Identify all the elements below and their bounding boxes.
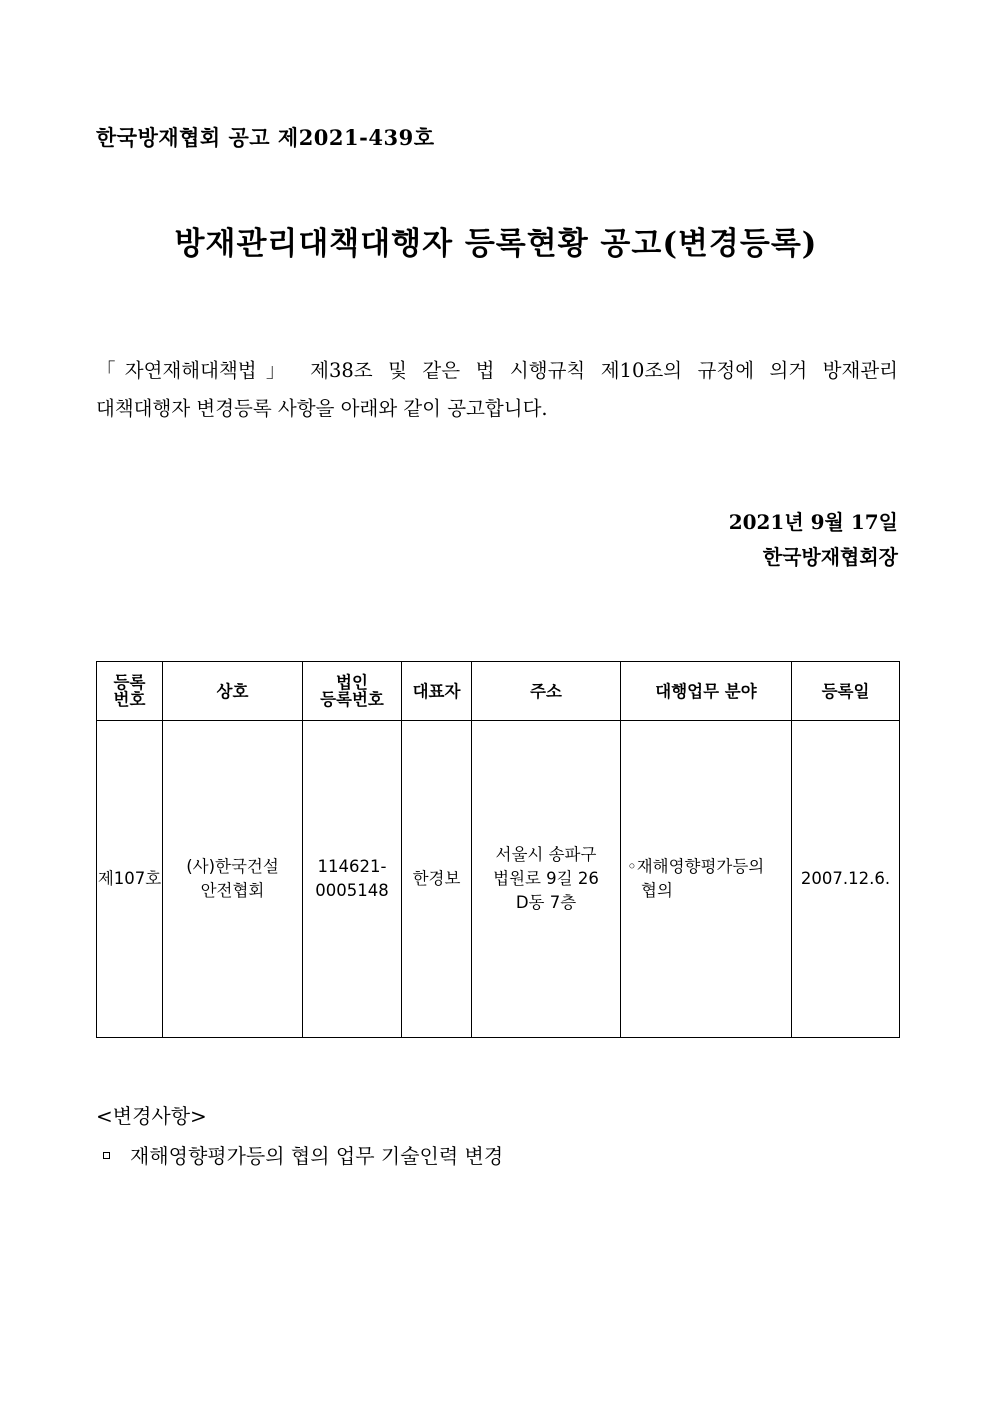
issuer-name: 한국방재협회장	[762, 545, 898, 569]
cell-corp-no-line-1: 114621-	[317, 857, 387, 876]
header-field: 대행업무 분야	[621, 662, 792, 721]
notice-body-line-1: 「자연재해대책법」 제38조 및 같은 법 시행규칙 제10조의 규정에 의거 방재관리	[96, 359, 898, 382]
document-title: 방재관리대책대행자 등록현황 공고(변경등록)	[174, 226, 818, 262]
header-corp-no-line-1: 법인	[336, 673, 368, 692]
header-corp-no-line-2: 등록번호	[320, 690, 384, 709]
header-corp-no	[303, 662, 402, 721]
notice-body-line-2: 대책대행자 변경등록 사항을 아래와 같이 공고합니다.	[96, 397, 548, 420]
header-reg-no-line-2: 번호	[113, 690, 146, 709]
cell-reg-no: 제107호	[97, 721, 163, 1038]
cell-company-line-2: 안전협회	[200, 881, 265, 900]
registration-table	[96, 661, 900, 1038]
changes-list-item	[96, 1140, 503, 1169]
cell-address	[472, 721, 621, 1038]
cell-representative: 한경보	[402, 721, 472, 1038]
table-header-row	[97, 662, 900, 721]
cell-corp-no-line-2: 0005148	[315, 881, 389, 900]
header-representative: 대표자	[402, 662, 472, 721]
table-row	[97, 721, 900, 1038]
cell-reg-date: 2007.12.6.	[792, 721, 900, 1038]
header-reg-no	[97, 662, 163, 721]
changes-item-text: 재해영향평가등의 협의 업무 기술인력 변경	[130, 1144, 504, 1168]
header-reg-date: 등록일	[792, 662, 900, 721]
cell-address-line-2: 법원로 9길 26	[493, 869, 599, 888]
notice-body	[96, 352, 898, 428]
changes-heading: <변경사항>	[96, 1104, 207, 1128]
square-bullet-icon	[103, 1152, 110, 1159]
header-company: 상호	[163, 662, 303, 721]
notice-number: 한국방재협회 공고 제2021-439호	[96, 125, 435, 150]
cell-address-line-3: D동 7층	[515, 893, 577, 912]
cell-field	[621, 721, 792, 1038]
cell-company-line-1: (사)한국건설	[186, 857, 279, 876]
cell-address-line-1: 서울시 송파구	[495, 845, 597, 864]
cell-corp-no	[303, 721, 402, 1038]
cell-company	[163, 721, 303, 1038]
cell-field-line-1: ◦재해영향평가등의	[627, 857, 765, 876]
header-address: 주소	[472, 662, 621, 721]
header-reg-no-line-1: 등록	[113, 673, 146, 692]
notice-date: 2021년 9월 17일	[728, 510, 898, 534]
cell-field-line-2: 협의	[641, 881, 673, 900]
